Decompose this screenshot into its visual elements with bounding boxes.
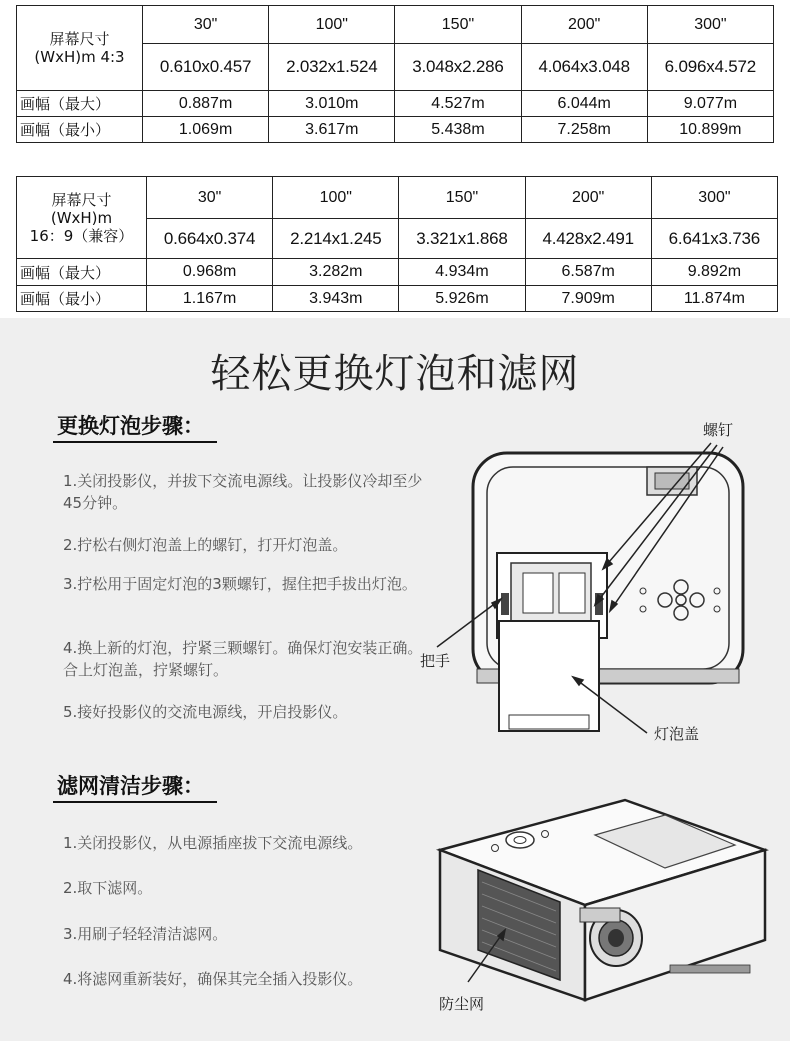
size-cell: 200" [525,177,651,219]
value-cell: 9.077m [647,91,773,117]
value-cell: 3.282m [273,259,399,286]
row-label: 画幅（最小） [17,117,143,143]
dim-cell: 2.214x1.245 [273,219,399,259]
size-cell: 100" [273,177,399,219]
lamp-step: 2.拧松右侧灯泡盖上的螺钉，打开灯泡盖。 [63,536,348,554]
dim-cell: 6.641x3.736 [651,219,777,259]
filter-step: 1.关闭投影仪，从电源插座拔下交流电源线。 [63,834,363,852]
row-label: 画幅（最小） [17,286,147,312]
value-cell: 5.438m [395,117,521,143]
size-cell: 100" [269,6,395,44]
value-cell: 0.968m [147,259,273,286]
value-cell: 7.909m [525,286,651,312]
lamp-step: 5.接好投影仪的交流电源线，开启投影仪。 [63,703,348,721]
value-cell: 1.167m [147,286,273,312]
value-cell: 6.587m [525,259,651,286]
dim-cell: 0.610x0.457 [143,44,269,91]
screen-size-table-16-9 [16,176,778,312]
lamp-step: 3.拧松用于固定灯泡的3颗螺钉，握住把手拔出灯泡。 [63,575,417,593]
screw-label: 螺钉 [703,421,734,439]
lamp-cover-label: 灯泡盖 [654,725,700,743]
row-label: 画幅（最大） [17,259,147,286]
lamp-section-title: 更换灯泡步骤： [57,414,204,438]
size-cell: 150" [399,177,525,219]
dim-cell: 3.048x2.286 [395,44,521,91]
value-cell: 0.887m [143,91,269,117]
handle-label: 把手 [420,652,451,670]
value-cell: 4.934m [399,259,525,286]
dim-cell: 4.064x3.048 [521,44,647,91]
value-cell: 6.044m [521,91,647,117]
dim-cell: 3.321x1.868 [399,219,525,259]
filter-step: 4.将滤网重新装好，确保其完全插入投影仪。 [63,970,363,988]
value-cell: 9.892m [651,259,777,286]
filter-section-title: 滤网清洁步骤： [57,774,204,798]
value-cell: 11.874m [651,286,777,312]
size-cell: 150" [395,6,521,44]
value-cell: 3.943m [273,286,399,312]
dim-cell: 6.096x4.572 [647,44,773,91]
screen-size-table-4-3 [16,5,774,143]
section-underline [53,441,217,443]
value-cell: 5.926m [399,286,525,312]
page-title: 轻松更换灯泡和滤网 [210,351,580,397]
dim-cell: 4.428x2.491 [525,219,651,259]
size-cell: 30" [143,6,269,44]
value-cell: 1.069m [143,117,269,143]
size-cell: 30" [147,177,273,219]
lamp-step: 4.换上新的灯泡，拧紧三颗螺钉。确保灯泡安装正确。合上灯泡盖，拧紧螺钉。 [63,639,423,679]
size-cell: 300" [651,177,777,219]
value-cell: 3.617m [269,117,395,143]
value-cell: 7.258m [521,117,647,143]
value-cell: 10.899m [647,117,773,143]
size-cell: 300" [647,6,773,44]
filter-step: 3.用刷子轻轻清洁滤网。 [63,925,228,943]
size-cell: 200" [521,6,647,44]
table-header-label: 屏幕尺寸 (WxH)m 4:3 [17,6,143,91]
table-header-label: 屏幕尺寸 (WxH)m 16：9（兼容） [17,177,147,259]
row-label: 画幅（最大） [17,91,143,117]
section-underline [53,801,217,803]
value-cell: 4.527m [395,91,521,117]
dust-filter-label: 防尘网 [439,995,485,1013]
filter-step: 2.取下滤网。 [63,879,153,897]
projector-perspective-illustration [420,790,780,1010]
dim-cell: 0.664x0.374 [147,219,273,259]
projector-top-illustration [415,415,785,745]
dim-cell: 2.032x1.524 [269,44,395,91]
value-cell: 3.010m [269,91,395,117]
lamp-step: 1.关闭投影仪，并拔下交流电源线。让投影仪冷却至少45分钟。 [63,472,423,512]
